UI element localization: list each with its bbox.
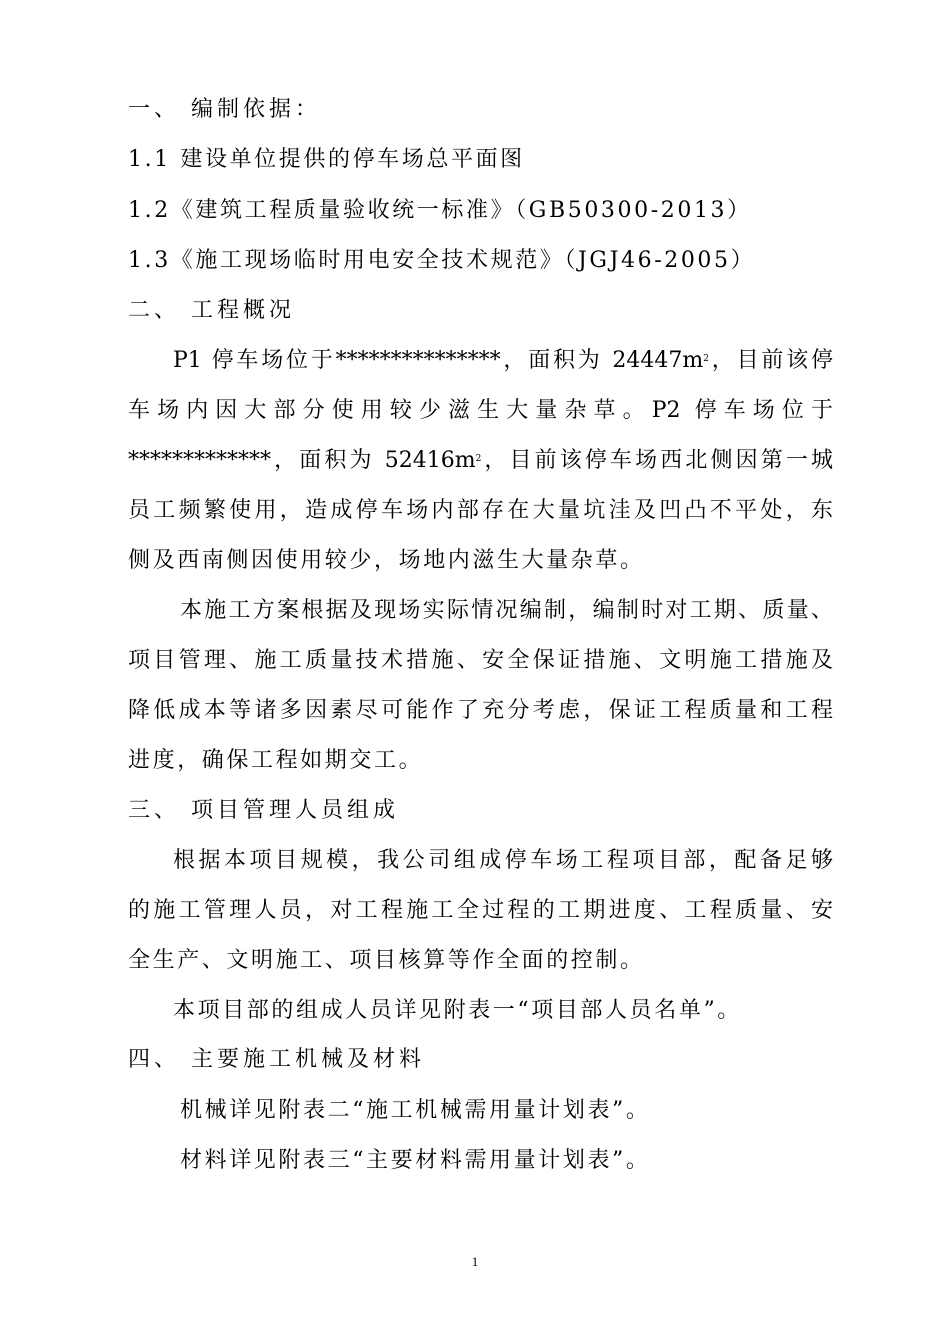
page-number: 1 [471,1254,479,1269]
machinery-line: 机械详见附表二“施工机械需用量计划表”。 [180,1098,651,1123]
section-heading-machinery: 四、 主要施工机械及材料 [128,1047,425,1072]
staff-para1-line3: 全生产、文明施工、项目核算等作全面的控制。 [128,948,645,973]
overview-para1-line4: 员工频繁使用，造成停车场内部存在大量坑洼及凹凸不平处，东 [128,498,833,523]
staff-para2: 本项目部的组成人员详见附表一“项目部人员名单”。 [173,998,742,1023]
overview-para1-line1: P1 停车场位于***************，面积为 $24447m^2$，目前该停 [173,348,833,373]
overview-para2-line1: 本施工方案根据及现场实际情况编制，编制时对工期、质量、 [180,598,833,623]
overview-para1-line2: 车场内因大部分使用较少滋生大量杂草。P2 停车场位于 [128,398,833,423]
overview-para1-line5: 侧及西南侧因使用较少，场地内滋生大量杂草。 [128,548,645,573]
section-heading-staff: 三、 项目管理人员组成 [128,798,399,823]
basis-item-3: 1.3《施工现场临时用电安全技术规范》（JGJ46-2005） [128,248,756,273]
basis-item-2: 1.2《建筑工程质量验收统一标准》（GB50300-2013） [128,198,752,223]
staff-para1-line2: 的施工管理人员，对工程施工全过程的工期进度、工程质量、安 [128,898,833,923]
overview-para1-line3: *************，面积为 $52416m^2$，目前该停车场西北侧因第一城 [128,448,833,473]
staff-para1-line1: 根据本项目规模，我公司组成停车场工程项目部，配备足够 [173,848,833,873]
superscript-2: 2 [703,354,709,364]
overview-para2-line4: 进度，确保工程如期交工。 [128,748,424,773]
materials-line: 材料详见附表三“主要材料需用量计划表”。 [180,1148,651,1173]
section-heading-overview: 二、 工程概况 [128,298,295,323]
basis-item-1: 1.1 建设单位提供的停车场总平面图 [128,147,525,172]
overview-para2-line3: 降低成本等诸多因素尽可能作了充分考虑，保证工程质量和工程 [128,698,833,723]
section-heading-basis: 一、 编制依据： [128,97,321,122]
superscript-2: 2 [475,454,482,464]
overview-para2-line2: 项目管理、施工质量技术措施、安全保证措施、文明施工措施及 [128,648,833,673]
